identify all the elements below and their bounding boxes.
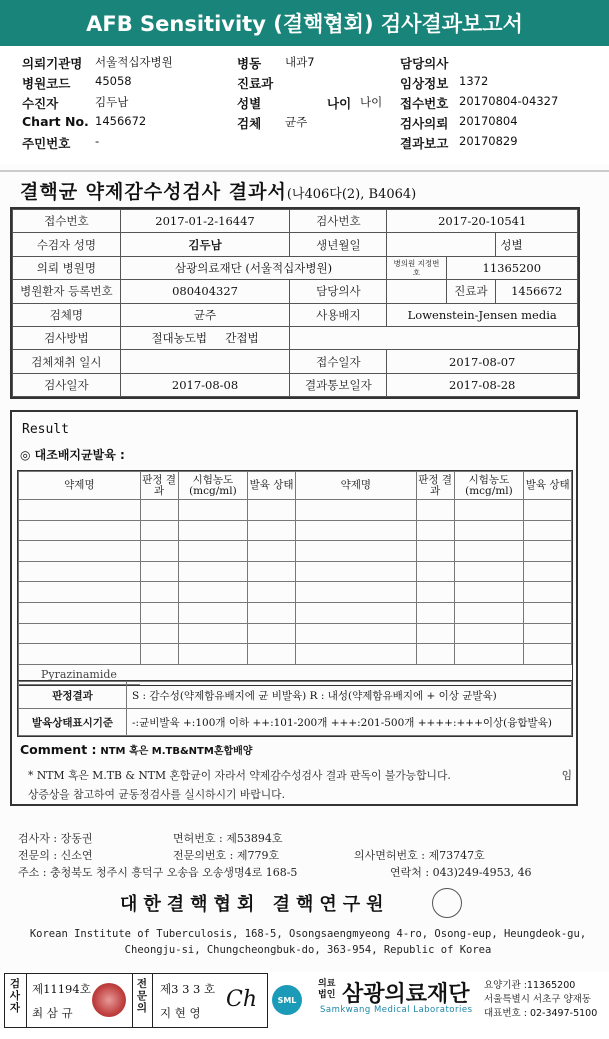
license-no: 면허번호 : 제53894호 bbox=[173, 832, 283, 845]
patient-name: 김두남 bbox=[120, 233, 290, 256]
logo-prefix: 의료법인 bbox=[318, 979, 336, 1000]
tested-label: 검사일자 bbox=[13, 373, 121, 396]
table-row bbox=[19, 582, 572, 603]
patient-name-label: 수검자 성명 bbox=[13, 233, 121, 256]
doctor-license: 의사면허번호 : 제73747호 bbox=[354, 849, 485, 862]
notified-label: 결과통보일자 bbox=[290, 373, 387, 396]
ward-value: 내과7 bbox=[285, 55, 315, 69]
table-row bbox=[19, 561, 572, 582]
medium-label: 사용배지 bbox=[290, 303, 387, 326]
footer-address: 서울특별시 서초구 양재동 bbox=[484, 994, 591, 1005]
notified: 2017-08-28 bbox=[387, 373, 578, 396]
institute-address-en bbox=[28, 926, 588, 958]
table-row bbox=[19, 602, 572, 623]
result-title: Result bbox=[22, 422, 69, 437]
comment-label: Comment : bbox=[20, 742, 97, 757]
test-info-table bbox=[10, 207, 580, 399]
form-dept-label: 진료과 bbox=[446, 280, 496, 303]
tested: 2017-08-08 bbox=[120, 373, 290, 396]
table-row bbox=[19, 520, 572, 541]
code-label: 병원코드 bbox=[22, 76, 71, 91]
logo-name: 삼광의료재단 bbox=[342, 982, 470, 1007]
tester: 검사자 : 장동권 bbox=[18, 832, 93, 845]
id-value: - bbox=[95, 134, 100, 148]
care-no: 요양기관 :11365200 bbox=[484, 980, 576, 991]
form-specimen: 균주 bbox=[120, 303, 290, 326]
lab-contact: 연락처 : 043)249-4953, 46 bbox=[390, 866, 532, 879]
specialist-no: 전문의번호 : 제779호 bbox=[173, 849, 280, 862]
test-no-label: 검사번호 bbox=[290, 210, 387, 233]
comment-value: NTM 혹은 M.TB&NTM혼합배양 bbox=[100, 746, 253, 757]
receipt-label: 접수번호 bbox=[400, 96, 449, 111]
document-subtitle: (나406다(2), B4064) bbox=[286, 187, 417, 202]
specimen-value: 균주 bbox=[285, 115, 308, 129]
report-value: 20170829 bbox=[459, 134, 518, 148]
req-hospital-label: 의뢰 병원명 bbox=[13, 256, 121, 279]
specialist: 전문의 : 신소연 bbox=[18, 849, 93, 862]
reg-no-label: 병원환자 등록번호 bbox=[13, 280, 121, 303]
clinical-value: 1372 bbox=[459, 74, 489, 88]
footer-tester-name: 최 삼 규 bbox=[32, 1006, 73, 1020]
specialist-signature: Ch bbox=[226, 987, 258, 1012]
method-label: 검사방법 bbox=[13, 326, 121, 349]
receipt-no: 2017-01-2-16447 bbox=[120, 210, 290, 233]
hospital-label: 의뢰기관명 bbox=[22, 56, 83, 71]
code-value: 45058 bbox=[95, 74, 132, 88]
comment bbox=[20, 742, 252, 757]
age-label: 나이 bbox=[327, 96, 352, 111]
growth-legend: -:균비발육 +:100개 이하 ++:101-200개 +++:201-500개 ++++:+++이상(융합발육) bbox=[127, 709, 572, 736]
method-1: 절대농도법 bbox=[151, 331, 207, 346]
result-section bbox=[10, 410, 578, 806]
method-2: 간접법 bbox=[225, 331, 259, 346]
receipt-value: 20170804-04327 bbox=[459, 94, 559, 108]
comment-note bbox=[28, 766, 572, 804]
clinical-label: 임상정보 bbox=[400, 76, 449, 91]
request-label: 검사의뢰 bbox=[400, 116, 449, 131]
note-line-2: 상증상을 참고하여 균동정검사를 실시하시기 바랍니다. bbox=[28, 788, 286, 801]
susceptibility-table bbox=[17, 470, 573, 686]
received-label: 접수일자 bbox=[290, 350, 387, 373]
footer-specialist-label: 전문의 bbox=[136, 978, 148, 1014]
col-judgement: 판정 결과 bbox=[416, 472, 454, 500]
dob-value bbox=[387, 233, 496, 256]
col-drug: 약제명 bbox=[19, 472, 141, 500]
footer-tester-no: 제11194호 bbox=[32, 982, 91, 996]
note-line-1: * NTM 혹은 M.TB & NTM 혼합균이 자라서 약제감수성검사 결과 판독이 불가능합니다. bbox=[28, 769, 451, 782]
sex-label: 성별 bbox=[496, 233, 578, 256]
institute-seal bbox=[432, 888, 462, 918]
age-value: 나이 bbox=[360, 95, 383, 109]
sml-logo-icon: SML bbox=[272, 985, 302, 1015]
hospital-no: 11365200 bbox=[446, 256, 577, 279]
footer-contact bbox=[484, 979, 597, 1021]
col-concentration: 시험농도 (mcg/ml) bbox=[454, 472, 524, 500]
tester-stamp bbox=[92, 983, 126, 1017]
footer-phone: 대표번호 : 02-3497-5100 bbox=[484, 1008, 598, 1019]
doctor-label: 담당의사 bbox=[400, 56, 449, 71]
sex-label: 성별 bbox=[237, 96, 262, 111]
method-values bbox=[120, 326, 290, 349]
req-hospital: 삼광의료재단 (서울적십자병원) bbox=[120, 256, 387, 279]
institute-name: 대한결핵협회 결핵연구원 bbox=[120, 894, 390, 915]
drug-pyrazinamide: Pyrazinamide bbox=[19, 664, 141, 685]
document-title: 결핵균 약제감수성검사 결과서(나406다(2), B4064) bbox=[20, 181, 417, 203]
col-growth: 발육 상태 bbox=[248, 472, 296, 500]
report-label: 결과보고 bbox=[400, 136, 449, 151]
footer-specialist-name: 지 현 영 bbox=[160, 1006, 201, 1020]
dept-label: 진료과 bbox=[237, 76, 274, 91]
report-title: AFB Sensitivity (결핵협회) 검사결과보고서 bbox=[86, 12, 523, 36]
test-no: 2017-20-10541 bbox=[387, 210, 578, 233]
lab-address: 주소 : 충청북도 청주시 흥덕구 오송읍 오송생명4로 168-5 bbox=[18, 866, 298, 879]
received: 2017-08-07 bbox=[387, 350, 578, 373]
collect-label: 검체채취 일시 bbox=[13, 350, 121, 373]
footer-tester-label: 검사자 bbox=[9, 978, 21, 1014]
request-value: 20170804 bbox=[459, 114, 518, 128]
address-en-line-2: Cheongju-si, Chungcheongbuk-do, 363-954, Republic of Korea bbox=[124, 944, 492, 956]
form-doctor bbox=[387, 280, 446, 303]
growth-legend-label: 발육상태표시기준 bbox=[19, 709, 127, 736]
footer-specialist-no: 제3 3 3 호 bbox=[160, 982, 216, 996]
footer bbox=[0, 973, 609, 1039]
ward-label: 병동 bbox=[237, 56, 262, 71]
reg-no: 080404327 bbox=[120, 280, 290, 303]
chart-value: 1456672 bbox=[95, 114, 147, 128]
patient-label: 수진자 bbox=[22, 96, 59, 111]
form-doctor-label: 담당의사 bbox=[290, 280, 387, 303]
medium: Lowenstein-Jensen media bbox=[387, 303, 578, 326]
hospital-value: 서울적십자병원 bbox=[95, 55, 173, 69]
table-row bbox=[19, 644, 572, 665]
control-growth-label: ◎ 대조배지균발육 : bbox=[20, 448, 125, 462]
chart-label: Chart No. bbox=[22, 114, 89, 129]
receipt-no-label: 접수번호 bbox=[13, 210, 121, 233]
col-concentration: 시험농도 (mcg/ml) bbox=[178, 472, 248, 500]
form-specimen-label: 검체명 bbox=[13, 303, 121, 326]
col-drug: 약제명 bbox=[295, 472, 416, 500]
id-label: 주민번호 bbox=[22, 136, 71, 151]
table-row bbox=[19, 623, 572, 644]
table-row bbox=[19, 500, 572, 521]
form-dept: 1456672 bbox=[496, 280, 578, 303]
legend-table bbox=[17, 680, 573, 737]
divider bbox=[0, 170, 609, 172]
col-growth: 발육 상태 bbox=[524, 472, 572, 500]
patient-value: 김두남 bbox=[95, 95, 129, 109]
judgement-legend: S : 감수성(약제함유배지에 균 비발육) R : 내성(약제함유배지에 + 이상 균발육) bbox=[127, 682, 572, 709]
logo-english: Samkwang Medical Laboratories bbox=[320, 1005, 473, 1015]
note-fragment: 임 bbox=[561, 769, 572, 782]
specimen-label: 검체 bbox=[237, 116, 262, 131]
judgement-legend-label: 판정결과 bbox=[19, 682, 127, 709]
address-en-line-1: Korean Institute of Tuberculosis, 168-5, Osongsaengmyeong 4-ro, Osong-eup, Heungdeok-gu, bbox=[29, 928, 587, 940]
dob-label: 생년월일 bbox=[290, 233, 387, 256]
hospital-no-label: 병의원 지정번호 bbox=[387, 256, 446, 279]
table-row bbox=[19, 541, 572, 562]
collect-value bbox=[120, 350, 290, 373]
col-judgement: 판정 결과 bbox=[140, 472, 178, 500]
report-header bbox=[0, 0, 609, 46]
